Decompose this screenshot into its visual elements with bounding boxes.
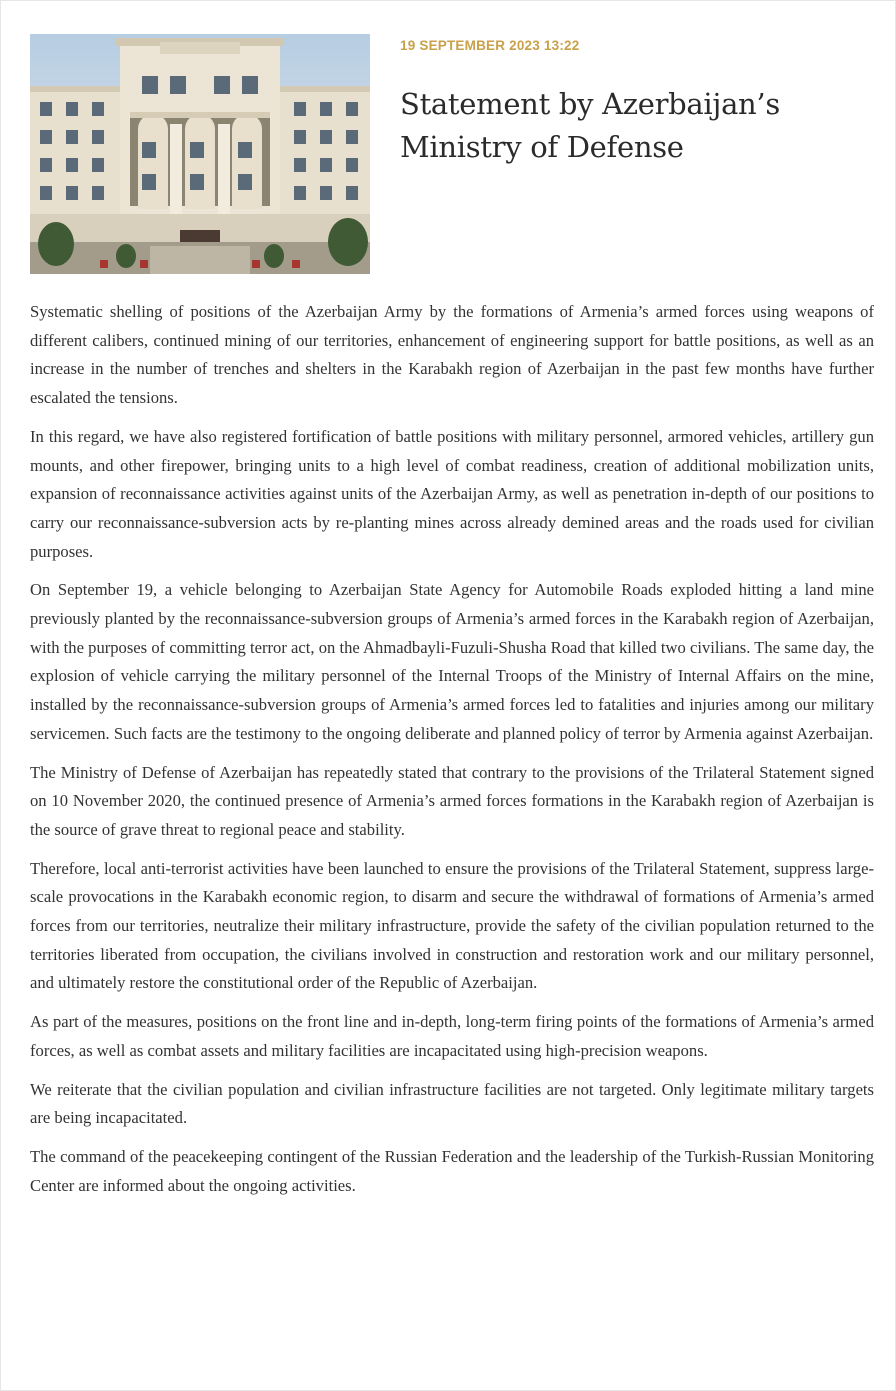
ministry-building-photo: [30, 34, 370, 274]
article-paragraph: We reiterate that the civilian population and civilian infrastructure facilities are not targeted. Only legitimate military targets are being incapacitated.: [30, 1079, 874, 1128]
article-body: [30, 298, 874, 1210]
article-paragraph: The command of the peacekeeping contingent of the Russian Federation and the leadership of the Turkish-Russian Monitoring Center are informed about the ongoing activities.: [30, 1146, 874, 1195]
article-title: Statement by Azerbaijan’s Ministry of Defense: [400, 87, 780, 164]
article-paragraph: The Ministry of Defense of Azerbaijan has repeatedly stated that contrary to the provisions of the Trilateral Statement signed on 10 November 2020, the continued presence of Armenia’s armed forces formations in the Karabakh region of Azerbaijan is the source of grave threat to regional peace and stability.: [30, 762, 874, 839]
article-paragraph: As part of the measures, positions on the front line and in-depth, long-term firing points of the formations of Armenia’s armed forces, as well as combat assets and military facilities are incapacitated using high-precision weapons.: [30, 1012, 874, 1060]
article-paragraph: On September 19, a vehicle belonging to Azerbaijan State Agency for Automobile Roads exploded hitting a land mine previously planted by the reconnaissance-subversion groups of Armenia’s armed forces in the Karabakh region of Azerbaijan, with the purposes of committing terror act, on the Ahmadbayli-Fuzuli-Shusha Road that killed two civilians. The same day, the explosion of vehicle carrying the military personnel of the Internal Troops of the Ministry of Internal Affairs on the mine, installed by the reconnaissance-subversion groups of Armenia’s armed forces led to fatalities and injuries among our military servicemen. Such facts are the testimony to the ongoing deliberate and planned policy of terror by Armenia against Azerbaijan.: [30, 580, 874, 743]
building-photo-icon: [30, 34, 370, 274]
article-paragraph: In this regard, we have also registered fortification of battle positions with military personnel, armored vehicles, artillery gun mounts, and other firepower, bringing units to a high level of combat readiness, creation of additional mobilization units, expansion of reconnaissance activities against units of the Azerbaijan Army, as well as penetration in-depth of our positions to carry our reconnaissance-subversion acts by re-planting mines across already demined areas and the roads used for civilian purposes.: [30, 426, 874, 561]
article-date: 19 SEPTEMBER 2023 13:22: [400, 38, 580, 53]
article-paragraph: Systematic shelling of positions of the Azerbaijan Army by the formations of Armenia’s armed forces using weapons of different calibers, continued mining of our territories, enhancement of engineering support for battle positions, as well as an increase in the number of trenches and shelters in the Karabakh region of Azerbaijan in the past few months have further escalated the tensions.: [30, 302, 874, 408]
article-paragraph: Therefore, local anti-terrorist activities have been launched to ensure the provisions of the Trilateral Statement, suppress large-scale provocations in the Karabakh economic region, to disarm and secure the withdrawal of formations of Armenia’s armed forces from our territories, neutralize their military infrastructure, provide the safety of the civilian population returned to the territories liberated from occupation, the civilians involved in construction and restoration work and our military personnel, and ultimately restore the constitutional order of the Republic of Azerbaijan.: [30, 858, 874, 993]
